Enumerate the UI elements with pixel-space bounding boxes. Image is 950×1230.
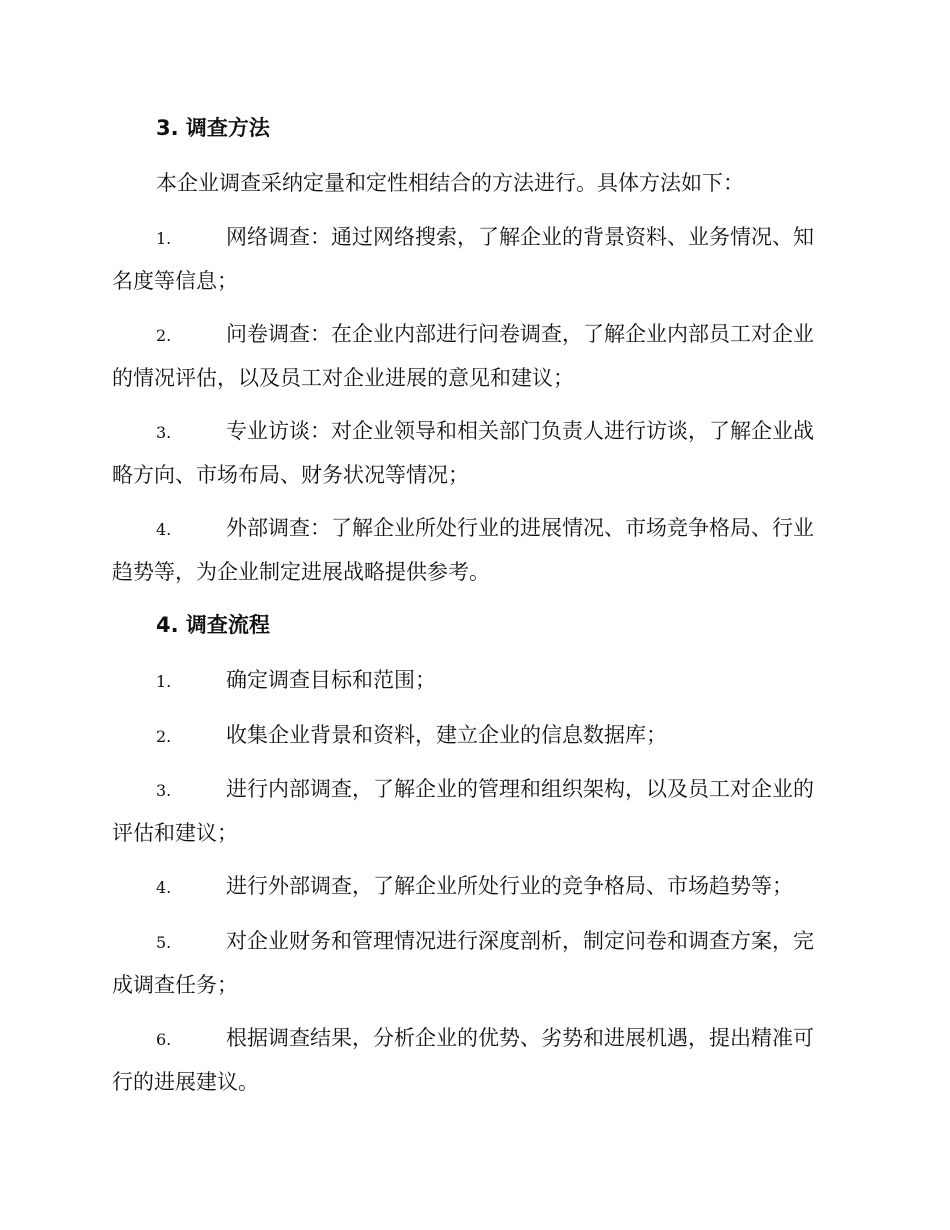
list-item-number: 4. xyxy=(156,878,172,897)
list-item-text: 网络调查：通过网络搜索，了解企业的背景资料、业务情况、知名度等信息； xyxy=(112,225,814,293)
list-item-text: 收集企业背景和资料，建立企业的信息数据库； xyxy=(226,723,667,747)
list-item xyxy=(112,714,834,758)
list-item-text: 进行外部调查，了解企业所处行业的竞争格局、市场趋势等； xyxy=(226,874,793,898)
list-item-text: 专业访谈：对企业领导和相关部门负责人进行访谈，了解企业战略方向、市场布局、财务状况等情况； xyxy=(112,419,814,487)
list-item xyxy=(112,1017,834,1103)
list-item-number: 1. xyxy=(156,229,172,248)
list-item xyxy=(112,507,834,593)
list-item-text: 问卷调查：在企业内部进行问卷调查，了解企业内部员工对企业的情况评估，以及员工对企业进展的意见和建议； xyxy=(112,322,814,390)
list-item-number: 3. xyxy=(156,423,172,442)
list-item-text: 根据调查结果，分析企业的优势、劣势和进展机遇，提出精准可行的进展建议。 xyxy=(112,1026,814,1094)
list-item-number: 2. xyxy=(156,326,172,345)
list-item-number: 5. xyxy=(156,933,172,952)
list-item-text: 外部调查：了解企业所处行业的进展情况、市场竞争格局、行业趋势等，为企业制定进展战略提供参考。 xyxy=(112,516,814,584)
list-item xyxy=(112,865,834,909)
list-item-text: 对企业财务和管理情况进行深度剖析，制定问卷和调查方案，完成调查任务； xyxy=(112,929,814,997)
list-item xyxy=(112,768,834,854)
list-item xyxy=(112,920,834,1006)
section-heading-process: 4. 调查流程 xyxy=(156,613,270,637)
list-item xyxy=(112,410,834,496)
methods-intro-paragraph: 本企业调查采纳定量和定性相结合的方法进行。具体方法如下： xyxy=(156,171,744,195)
list-item-text: 确定调查目标和范围； xyxy=(226,668,436,692)
list-item-text: 进行内部调查，了解企业的管理和组织架构，以及员工对企业的评估和建议； xyxy=(112,777,814,845)
list-item-number: 3. xyxy=(156,781,172,800)
list-item xyxy=(112,313,834,399)
list-item-number: 6. xyxy=(156,1030,172,1049)
list-item-number: 4. xyxy=(156,520,172,539)
list-item xyxy=(112,659,834,703)
list-item xyxy=(112,216,834,302)
list-item-number: 2. xyxy=(156,727,172,746)
section-heading-methods: 3. 调查方法 xyxy=(156,116,270,140)
list-item-number: 1. xyxy=(156,672,172,691)
